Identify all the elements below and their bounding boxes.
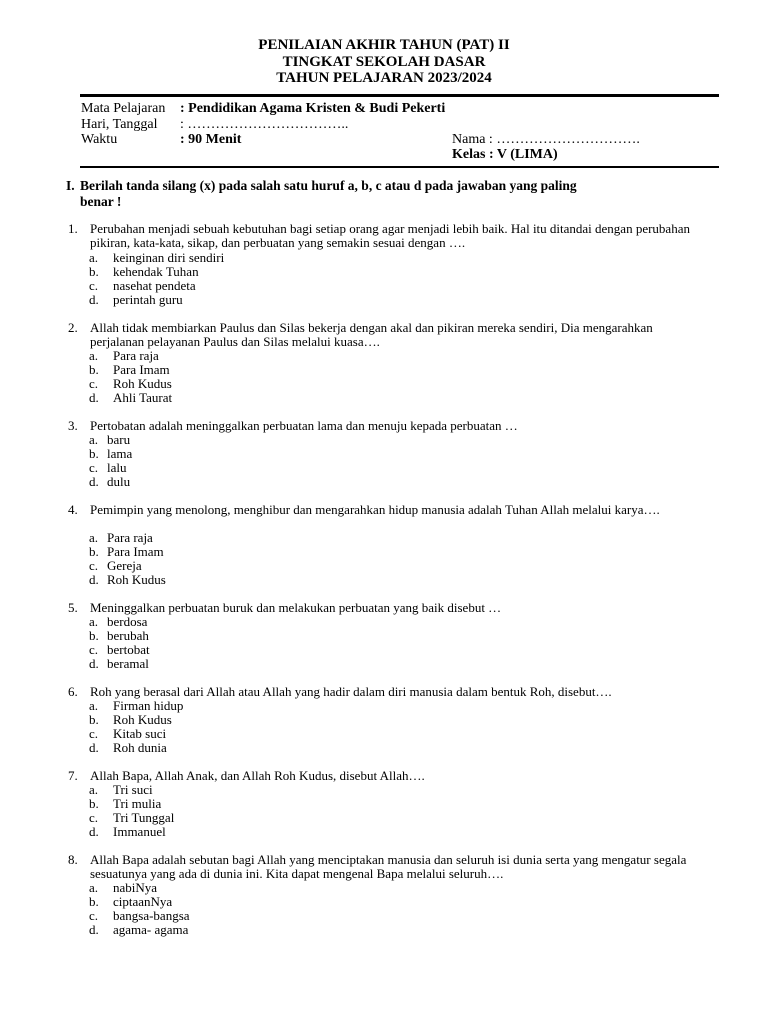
option-letter: d. [89,922,99,937]
instruction-line-1: Berilah tanda silang (x) pada salah satu huruf a, b, c atau d pada jawaban yang paling [80,178,577,193]
section-number: I. [66,178,75,193]
question-1 [68,222,728,252]
option-letter: c. [89,908,99,923]
option-letter: a. [89,530,99,545]
option-text: berdosa [107,614,148,629]
option-text: nasehat pendeta [113,278,196,293]
option-letter: a. [89,432,99,447]
option-text: keinginan diri sendiri [113,250,225,265]
option-text: nabiNya [113,880,158,895]
header-rule-top [80,94,719,97]
option-letter: a. [89,698,99,713]
question-number: 4. [68,502,78,517]
question-2 [68,321,728,351]
option-text: agama- agama [113,922,189,937]
question-number: 3. [68,418,78,433]
class-field: Kelas : V (LIMA) [452,147,558,162]
question-number: 8. [68,852,78,867]
option-text: Kitab suci [113,726,167,741]
option-text: Para raja [107,530,153,545]
academic-year: TAHUN PELAJARAN 2023/2024 [276,70,492,86]
question-text: Pertobatan adalah meninggalkan perbuatan lama dan menuju kepada perbuatan … [90,418,518,433]
question-5 [68,601,728,617]
header-rule-bottom [80,166,719,168]
question-7 [68,769,728,785]
option-letter: d. [89,740,99,755]
option-text: Tri Tunggal [113,810,175,825]
student-name-field: Nama : …………………………. [452,132,640,147]
option-letter: c. [89,278,99,293]
option-letter: b. [89,544,99,559]
question-text: Allah tidak membiarkan Paulus dan Silas bekerja dengan akal dan pikiran mereka sendiri, Dia mengarahkan perjalanan pelayanan Paulus dan Silas melalui kuasa…. [90,320,653,349]
option-letter: b. [89,628,99,643]
option-text: bangsa-bangsa [113,908,190,923]
option-letter: c. [89,558,99,573]
option-letter: c. [89,642,99,657]
time-value: : 90 Menit [180,132,242,147]
option-letter: b. [89,264,99,279]
section-instruction-text [80,178,720,210]
question-text: Allah Bapa adalah sebutan bagi Allah yang menciptakan manusia dan seluruh isi dunia serta yang mengatur segala sesuatunya yang ada di dunia ini. Kita dapat mengenal Bapa melalui seluruh…. [90,852,687,881]
subject-label: Mata Pelajaran [81,101,166,116]
option-text: Para Imam [113,362,170,377]
option-letter: a. [89,880,99,895]
option-letter: b. [89,894,99,909]
option-letter: a. [89,348,99,363]
exam-title: PENILAIAN AKHIR TAHUN (PAT) II [258,37,510,53]
option-text: Firman hidup [113,698,184,713]
option-text: Roh Kudus [107,572,166,587]
option-text: beramal [107,656,149,671]
question-4 [68,503,728,533]
question-number: 6. [68,684,78,699]
option-letter: d. [89,390,99,405]
option-letter: c. [89,726,99,741]
time-label: Waktu [81,132,118,147]
option-letter: b. [89,796,99,811]
option-text: Immanuel [113,824,166,839]
option-text: perintah guru [113,292,183,307]
option-text: Roh Kudus [113,712,172,727]
option-letter: b. [89,362,99,377]
option-letter: d. [89,292,99,307]
option-letter: a. [89,250,99,265]
option-text: kehendak Tuhan [113,264,199,279]
option-text: lalu [107,460,127,475]
option-letter: d. [89,474,99,489]
option-text: dulu [107,474,131,489]
option-text: Tri mulia [113,796,162,811]
question-text: Meninggalkan perbuatan buruk dan melakukan perbuatan yang baik disebut … [90,600,502,615]
question-number: 1. [68,221,78,236]
option-letter: d. [89,572,99,587]
option-letter: b. [89,446,99,461]
option-text: Para Imam [107,544,164,559]
option-text: Roh dunia [113,740,167,755]
option-text: Gereja [107,558,142,573]
option-text: baru [107,432,131,447]
date-value: : …………………………….. [180,117,349,132]
option-letter: d. [89,824,99,839]
question-3 [68,419,728,435]
option-text: Tri suci [113,782,153,797]
question-text: Perubahan menjadi sebuah kebutuhan bagi setiap orang agar menjadi lebih baik. Hal itu ditandai dengan perubahan pikiran, kata-kata, sikap, dan perbuatan yang semakin sesuai dengan …. [90,221,690,250]
option-letter: a. [89,614,99,629]
question-text: Pemimpin yang menolong, menghibur dan mengarahkan hidup manusia adalah Tuhan Allah melalui karya…. [90,502,660,517]
question-text: Allah Bapa, Allah Anak, dan Allah Roh Kudus, disebut Allah…. [90,768,425,783]
question-number: 7. [68,768,78,783]
question-text: Roh yang berasal dari Allah atau Allah yang hadir dalam diri manusia dalam bentuk Roh, disebut…. [90,684,612,699]
option-letter: c. [89,376,99,391]
option-text: lama [107,446,133,461]
option-text: ciptaanNya [113,894,173,909]
instruction-line-2: benar ! [80,194,122,209]
option-text: bertobat [107,642,150,657]
option-text: Para raja [113,348,159,363]
option-text: Roh Kudus [113,376,172,391]
school-level: TINGKAT SEKOLAH DASAR [282,54,486,70]
question-8 [68,853,728,883]
option-text: berubah [107,628,149,643]
section-instruction [66,178,726,212]
option-letter: c. [89,810,99,825]
option-text: Ahli Taurat [113,390,173,405]
option-letter: b. [89,712,99,727]
date-label: Hari, Tanggal [81,117,158,132]
question-number: 2. [68,320,78,335]
question-number: 5. [68,600,78,615]
option-letter: d. [89,656,99,671]
option-letter: a. [89,782,99,797]
subject-value: : Pendidikan Agama Kristen & Budi Pekerti [180,101,446,116]
option-letter: c. [89,460,99,475]
